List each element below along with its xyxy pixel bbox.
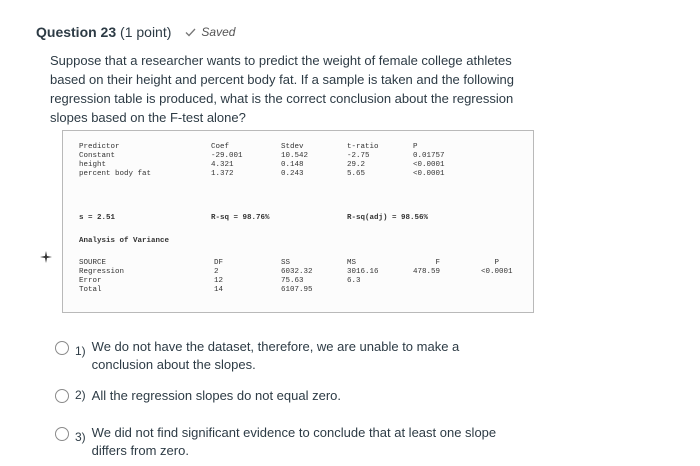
ms-cell: 6.3	[347, 277, 361, 285]
source-header: SOURCE	[79, 259, 107, 267]
tratio-cell: 29.2	[347, 161, 366, 169]
question-label: Question 23	[36, 24, 117, 40]
option-text[interactable]: We do not have the dataset, therefore, we are unable to make a conclusion about the slopes.	[91, 339, 460, 372]
predictor-column	[79, 143, 151, 179]
df-cell: 2	[214, 268, 219, 276]
radio-button-1[interactable]	[55, 341, 69, 355]
option-number: 3)	[75, 430, 86, 444]
option-number: 1)	[75, 344, 86, 358]
question-prompt: Suppose that a researcher wants to predict the weight of female college athletes based on their height and percent body fat. If a sample is taken and the following regression table is produced, what is the correct conclusion about the regression slopes based on the F-test alone?	[50, 53, 514, 125]
anova-title: Analysis of Variance	[79, 237, 170, 245]
option-text[interactable]: All the regression slopes do not equal zero.	[91, 388, 341, 403]
rsq-adj-value: R-sq(adj) = 98.56%	[347, 214, 429, 222]
saved-status	[185, 25, 235, 39]
regression-output	[62, 130, 534, 313]
df-cell: 12	[214, 277, 224, 285]
predictor-cell: percent body fat	[79, 170, 152, 178]
stdev-header: Stdev	[281, 143, 304, 151]
df-header: DF	[214, 259, 224, 267]
p-cell: <0.0001	[413, 170, 445, 178]
coef-column	[211, 143, 243, 179]
ms-header: MS	[347, 259, 357, 267]
ss-column	[281, 259, 313, 295]
radio-button-3[interactable]	[55, 427, 69, 441]
predictor-cell: height	[79, 161, 107, 169]
ss-cell: 75.63	[281, 277, 304, 285]
ss-header: SS	[281, 259, 291, 267]
source-cell: Total	[79, 286, 102, 294]
stdev-column	[281, 143, 308, 179]
f-cell: 478.59	[413, 268, 441, 276]
tratio-header: t-ratio	[347, 143, 379, 151]
stdev-cell: 0.148	[281, 161, 304, 169]
f-header: F	[435, 259, 441, 267]
p-cell: 0.01757	[413, 152, 445, 160]
tratio-column	[347, 143, 379, 179]
tratio-cell: 5.65	[347, 170, 366, 178]
question-header	[36, 20, 235, 44]
anova-p-column	[481, 259, 513, 277]
tratio-cell: -2.75	[347, 152, 370, 160]
coef-cell: 1.372	[211, 170, 234, 178]
predictor-header: Predictor	[79, 143, 120, 151]
source-cell: Regression	[79, 268, 125, 276]
p-cell: <0.0001	[413, 161, 445, 169]
stdev-cell: 10.542	[281, 152, 309, 160]
coef-cell: 4.321	[211, 161, 234, 169]
answer-option-1[interactable]	[55, 338, 512, 374]
source-cell: Error	[79, 277, 102, 285]
ss-cell: 6032.32	[281, 268, 313, 276]
s-value: s = 2.51	[79, 214, 116, 222]
p-header: P	[413, 143, 418, 151]
ms-cell: 3016.16	[347, 268, 379, 276]
saved-label: Saved	[201, 25, 236, 39]
option-text[interactable]: We did not find significant evidence to conclude that at least one slope differs from zero.	[91, 425, 497, 458]
df-cell: 14	[214, 286, 224, 294]
coef-header: Coef	[211, 143, 230, 151]
ss-cell: 6107.95	[281, 286, 313, 294]
df-column	[214, 259, 223, 295]
radio-button-2[interactable]	[55, 389, 69, 403]
option-number: 2)	[75, 388, 86, 402]
source-column	[79, 259, 124, 295]
checkmark-icon	[185, 28, 196, 37]
cursor-icon	[40, 251, 52, 263]
ms-column	[347, 259, 379, 286]
rsq-value: R-sq = 98.76%	[211, 214, 270, 222]
answer-option-2[interactable]	[55, 386, 512, 405]
p-column	[413, 143, 445, 179]
anova-p-header: P	[494, 259, 500, 267]
answer-option-3[interactable]	[55, 424, 512, 460]
f-column	[413, 259, 440, 277]
predictor-cell: Constant	[79, 152, 116, 160]
question-title	[36, 24, 171, 40]
coef-cell: -29.001	[211, 152, 243, 160]
stdev-cell: 0.243	[281, 170, 304, 178]
question-points: (1 point)	[120, 24, 172, 40]
anova-p-cell: <0.0001	[481, 268, 513, 276]
